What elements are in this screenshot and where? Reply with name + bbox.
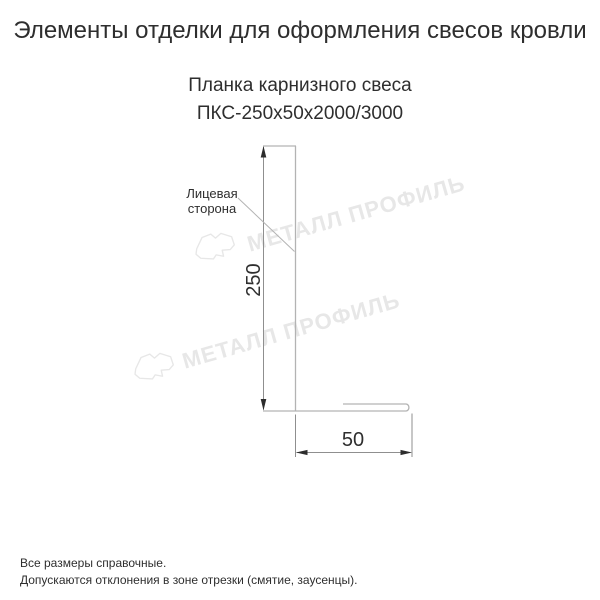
face-side-label-line1: Лицевая (186, 186, 238, 201)
footer-notes (20, 555, 357, 589)
footer-note-2: Допускаются отклонения в зоне отрезки (смятие, заусенцы). (20, 573, 358, 587)
product-model: ПКС-250х50х2000/3000 (196, 103, 404, 124)
width-dimension-value: 50 (341, 429, 365, 451)
face-side-label (180, 186, 244, 216)
arrow-right-icon (401, 450, 413, 455)
product-name: Планка карнизного свеса (188, 75, 412, 96)
profile-hem-curl (407, 404, 409, 411)
arrow-up-icon (261, 146, 267, 158)
arrow-left-icon (296, 450, 308, 455)
arrow-down-icon (261, 399, 267, 411)
page-title: Элементы отделки для оформления свесов кровли (13, 17, 587, 44)
watermark-text-upper: МЕТАЛЛ ПРОФИЛЬ (244, 170, 468, 257)
height-dimension-value: 250 (243, 263, 265, 297)
face-side-label-line2: сторона (187, 201, 237, 216)
watermark-text-lower: МЕТАЛЛ ПРОФИЛЬ (179, 287, 403, 374)
footer-note-1: Все размеры справочные. (20, 556, 167, 570)
